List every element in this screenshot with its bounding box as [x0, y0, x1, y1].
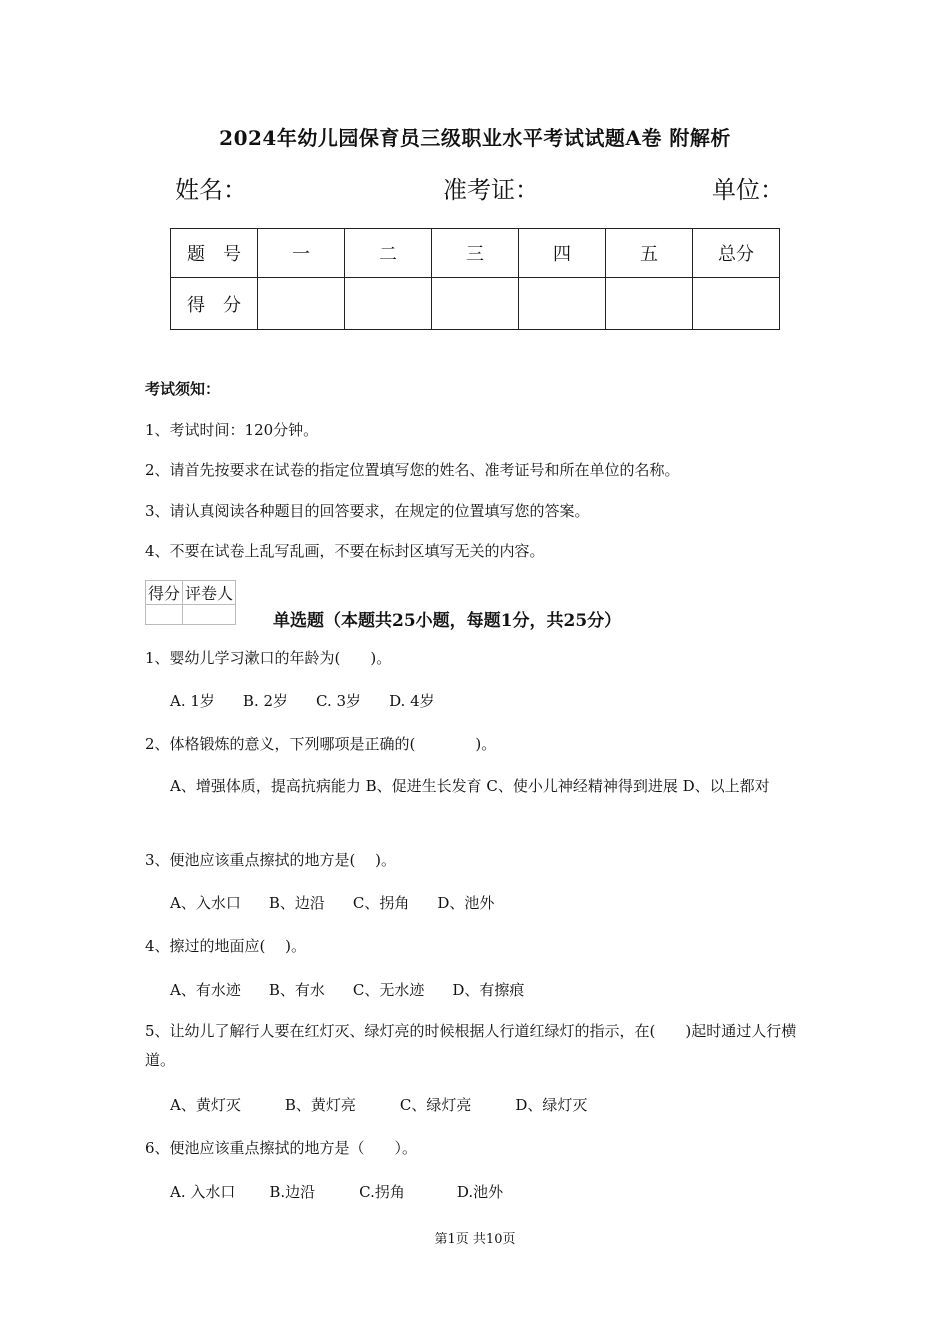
score-cell [432, 278, 519, 330]
grader-score-label: 得分 [146, 581, 183, 605]
option: B. 2岁 [242, 692, 289, 710]
option: A. 1岁 [170, 692, 215, 710]
option: C、无水迹 [352, 981, 425, 999]
question-4-options [170, 979, 524, 1000]
question-4: 4、擦过的地面应( )。 [145, 937, 307, 955]
question-3: 3、便池应该重点擦拭的地方是( )。 [145, 851, 397, 869]
notice-heading: 考试须知： [145, 380, 221, 398]
question-6-options [170, 1181, 503, 1202]
question-5-options [170, 1094, 587, 1115]
score-table-score-row [171, 278, 780, 330]
question-3-options [170, 892, 494, 913]
notice-item: 3、请认真阅读各种题目的回答要求，在规定的位置填写您的答案。 [145, 502, 590, 520]
score-header-cell: 题 号 [171, 229, 258, 278]
grader-name-label: 评卷人 [183, 581, 236, 605]
option: D、有擦痕 [452, 981, 525, 999]
score-header-cell: 五 [606, 229, 693, 278]
score-cell [345, 278, 432, 330]
score-cell [606, 278, 693, 330]
option: D.池外 [456, 1183, 504, 1201]
option: C. 3岁 [316, 692, 362, 710]
score-header-cell: 总分 [693, 229, 780, 278]
question-1-options [170, 690, 435, 711]
section-title: 单选题（本题共25小题，每题1分，共25分） [273, 611, 622, 631]
option: B.边沿 [269, 1183, 316, 1201]
score-header-cell: 三 [432, 229, 519, 278]
page-footer: 第1页 共10页 [434, 1232, 516, 1247]
option: B、有水 [268, 981, 325, 999]
exam-number-label: 准考证： [443, 176, 539, 204]
grader-name-cell [183, 605, 236, 625]
score-cell [258, 278, 345, 330]
score-cell [519, 278, 606, 330]
question-2-options: A、增强体质，提高抗病能力 B、促进生长发育 C、使小儿神经精神得到进展 D、以上都对 [170, 777, 770, 795]
option: D、绿灯灭 [515, 1096, 588, 1114]
score-cell [693, 278, 780, 330]
notice-item: 1、考试时间：120分钟。 [145, 421, 319, 439]
option: A、入水口 [170, 894, 241, 912]
option: C.拐角 [359, 1183, 405, 1201]
option: A. 入水口 [170, 1183, 236, 1201]
notice-item: 2、请首先按要求在试卷的指定位置填写您的姓名、准考证号和所在单位的名称。 [145, 461, 680, 479]
grader-box [145, 580, 236, 625]
grader-score-cell [146, 605, 183, 625]
option: A、有水迹 [170, 981, 241, 999]
option: B、黄灯亮 [284, 1096, 356, 1114]
page-title: 2024年幼儿园保育员三级职业水平考试试题A卷 附解析 [219, 126, 731, 150]
score-table [170, 228, 780, 330]
option: A、黄灯灭 [170, 1096, 241, 1114]
question-6: 6、便池应该重点擦拭的地方是（ ）。 [145, 1139, 418, 1157]
option: C、拐角 [352, 894, 410, 912]
score-table-header-row [171, 229, 780, 278]
option: D、池外 [437, 894, 495, 912]
question-2: 2、体格锻炼的意义，下列哪项是正确的( )。 [145, 735, 497, 753]
score-header-cell: 四 [519, 229, 606, 278]
score-row-label: 得 分 [171, 278, 258, 330]
option: B、边沿 [268, 894, 325, 912]
question-1: 1、婴幼儿学习漱口的年龄为( )。 [145, 649, 392, 667]
option: C、绿灯亮 [399, 1096, 472, 1114]
name-label: 姓名： [175, 176, 247, 204]
unit-label: 单位： [712, 176, 784, 204]
score-header-cell: 二 [345, 229, 432, 278]
option: D. 4岁 [389, 692, 435, 710]
notice-item: 4、不要在试卷上乱写乱画，不要在标封区填写无关的内容。 [145, 542, 545, 560]
question-5: 5、让幼儿了解行人要在红灯灭、绿灯亮的时候根据人行道红绿灯的指示，在( )起时通过人行横道。 [145, 1022, 797, 1069]
score-header-cell: 一 [258, 229, 345, 278]
